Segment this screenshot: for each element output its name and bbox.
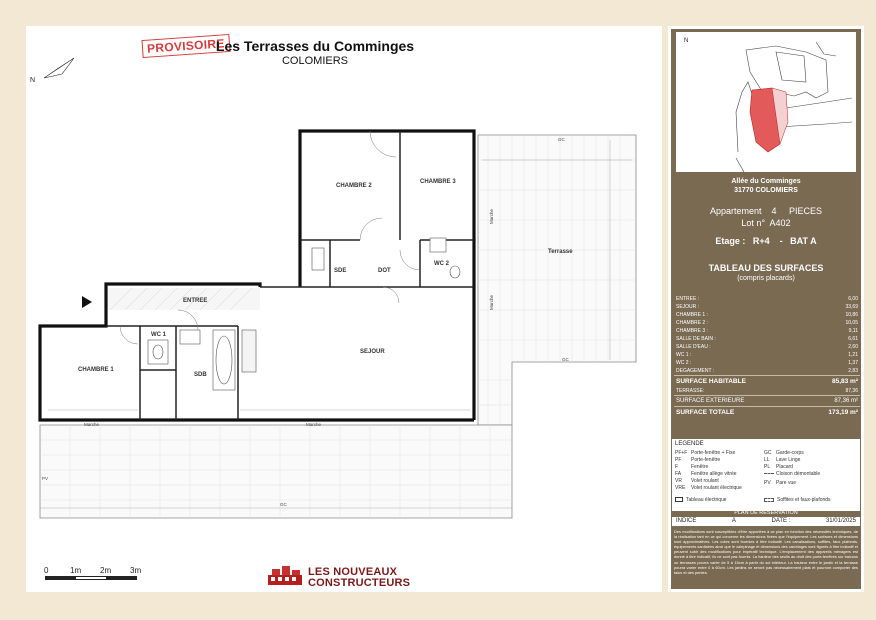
legend-item: VRE Volet roulant électrique <box>675 485 742 491</box>
north-arrow-icon <box>30 58 74 84</box>
surface-row: WC 1 : 1,21 <box>676 352 858 358</box>
room-chambre-1: CHAMBRE 1 <box>78 367 114 373</box>
surface-terrasse-row: TERRASSE: 87,36 <box>676 388 858 394</box>
surface-row: SEJOUR : 33,69 <box>676 304 858 310</box>
surface-habitable-row: SURFACE HABITABLE 85,83 m² <box>674 375 860 387</box>
marche-label: Marche <box>84 422 100 427</box>
room-terrasse: Terrasse <box>548 249 573 255</box>
legend-item: VR Volet roulant <box>675 478 719 484</box>
room-entree: ENTREE <box>183 298 208 304</box>
surface-row: WC 2 : 1,37 <box>676 360 858 366</box>
legend <box>672 439 860 511</box>
date-label: DATE : <box>771 518 791 524</box>
door-swings <box>120 131 420 344</box>
site-north-label: N <box>684 38 689 44</box>
surface-row: SALLE DE BAIN : 6,61 <box>676 336 858 342</box>
pv-label: PV <box>42 476 49 481</box>
date-value: 31/01/2025 <box>825 518 856 524</box>
program-city: COLOMIERS <box>281 55 348 67</box>
scale-segment <box>106 577 136 579</box>
exterior-walls <box>40 131 474 420</box>
marche-label: Marche <box>489 208 495 225</box>
legend-item: FA Fenêtre allège vitrée <box>675 471 737 477</box>
room-wc-1: WC 1 <box>151 332 166 338</box>
surface-row: SALLE D'EAU : 2,60 <box>676 344 858 350</box>
north-label: N <box>30 77 36 84</box>
logo-mark-icon <box>268 565 302 585</box>
scale-label-0: 0 <box>44 566 49 575</box>
reservation-title: PLAN DE RESERVATION <box>734 510 798 516</box>
entrance-arrow-icon <box>82 296 92 308</box>
site-north-icon <box>682 38 692 54</box>
terrace-lower <box>40 425 512 518</box>
gc-label: GC <box>562 357 569 362</box>
interior-walls <box>106 131 474 420</box>
scale-label-3m: 3m <box>130 566 142 575</box>
surface-row: ENTREE : 6,00 <box>676 296 858 302</box>
company-logo <box>268 565 438 587</box>
partition-icon <box>764 473 774 474</box>
legend-item: Cloison démontable <box>764 471 820 477</box>
surfaces-table-title: TABLEAU DES SURFACES <box>708 263 824 273</box>
floor-plan <box>26 26 662 592</box>
marche-label: Marche <box>306 422 322 427</box>
gc-label: GC <box>280 502 287 507</box>
surface-exterieure-row: SURFACE EXTERIEURE 87,36 m² <box>674 395 860 406</box>
address-line2: 31770 COLOMIERS <box>734 187 798 194</box>
reservation-block <box>672 510 860 526</box>
room-wc-2: WC 2 <box>434 261 449 267</box>
gc-label: GC <box>558 137 565 142</box>
room-chambre-3: CHAMBRE 3 <box>420 179 456 185</box>
legend-item: PF+F Porte-fenêtre + Fixe <box>675 450 736 456</box>
surface-row: CHAMBRE 2 : 10,05 <box>676 320 858 326</box>
legend-item: PL Placard <box>764 464 793 470</box>
scale-label-2m: 2m <box>100 566 112 575</box>
provisional-badge: PROVISOIRE <box>141 34 230 58</box>
surface-row: CHAMBRE 3 : 9,11 <box>676 328 858 334</box>
marche-label: Marche <box>489 294 495 311</box>
room-sde: SDE <box>334 268 347 274</box>
room-chambre-2: CHAMBRE 2 <box>336 183 372 189</box>
legend-item: GC Garde-corps <box>764 450 804 456</box>
disclaimer: Des modifications sont susceptibles d'être apportées à ce plan en fonction des nécessités techniques, de la réalisation tant en ce qui concerne les dimensions fixées que l'équipement. Les surfaces et dimensions sont approximatives. Les cotes sont fournies à titre indicatif. Les canalisations, soffites, faux plafonds, équipements sanitaires ainsi que le calepinage et dimensions des carrelages sont figurés à titre indicatif et peuvent subir des modifications pour impératif technique. L'emplacement des appareils ménagers est donné à titre indicatif, ils ne sont pas fournis. La hauteur des seuils au droit des porte-fenêtres sur balcons ou terrasses pourra varier de 5 à 15cm à partir du sol intérieur. La hauteur entre le jardin et la terrasse pourra varier entre 0 à 60cm. Les jardins ne seront pas nécessairement plats et pourront comporter des talus et des pentes. <box>674 529 858 575</box>
room-dot: DOT <box>378 268 391 274</box>
site-plan-thumbnail <box>676 32 856 172</box>
electric-panel-icon <box>675 497 683 502</box>
surface-row: CHAMBRE 1 : 10,86 <box>676 312 858 318</box>
soffit-icon <box>764 498 774 502</box>
legend-title: LEGENDE <box>675 441 704 447</box>
legend-item: F Fenêtre <box>675 464 709 470</box>
surface-row: DEGAGEMENT : 2,83 <box>676 368 858 374</box>
address-line1: Allée du Comminges <box>731 178 801 185</box>
surface-totale-row: SURFACE TOTALE 173,19 m² <box>674 406 860 418</box>
logo-text-line2: CONSTRUCTEURS <box>308 577 411 589</box>
program-title: Les Terrasses du Comminges <box>215 38 415 54</box>
lot-number: Lot n° A402 <box>741 218 791 228</box>
apartment-type: Appartement 4 PIECES <box>709 206 823 216</box>
floor-building: Etage : R+4 - BAT A <box>715 236 817 246</box>
legend-item: PV Pare vue <box>764 480 797 486</box>
scale-label-1m: 1m <box>70 566 82 575</box>
logo-text-line1: LES NOUVEAUX <box>308 566 398 578</box>
indice-value: A <box>731 518 736 524</box>
legend-item: Tableau électrique <box>675 497 727 503</box>
legend-item: Soffites et faux-plafonds <box>764 497 831 503</box>
indice-label: INDICE <box>676 518 697 524</box>
legend-item: PF Porte-fenêtre <box>675 457 721 463</box>
surfaces-table-subtitle: (compris placards) <box>737 275 795 282</box>
reservation-info <box>672 517 860 526</box>
room-sdb: SDB <box>194 372 207 378</box>
apartment-info <box>671 205 861 229</box>
bathroom-fixtures <box>148 238 460 390</box>
legend-item: LL Lave Linge <box>764 457 801 463</box>
surfaces-table <box>674 295 860 418</box>
room-sejour: SEJOUR <box>360 349 385 355</box>
address <box>671 177 861 195</box>
scale-segment <box>46 577 76 579</box>
site-plan-drawing <box>676 32 856 172</box>
scale-bar <box>45 576 137 580</box>
